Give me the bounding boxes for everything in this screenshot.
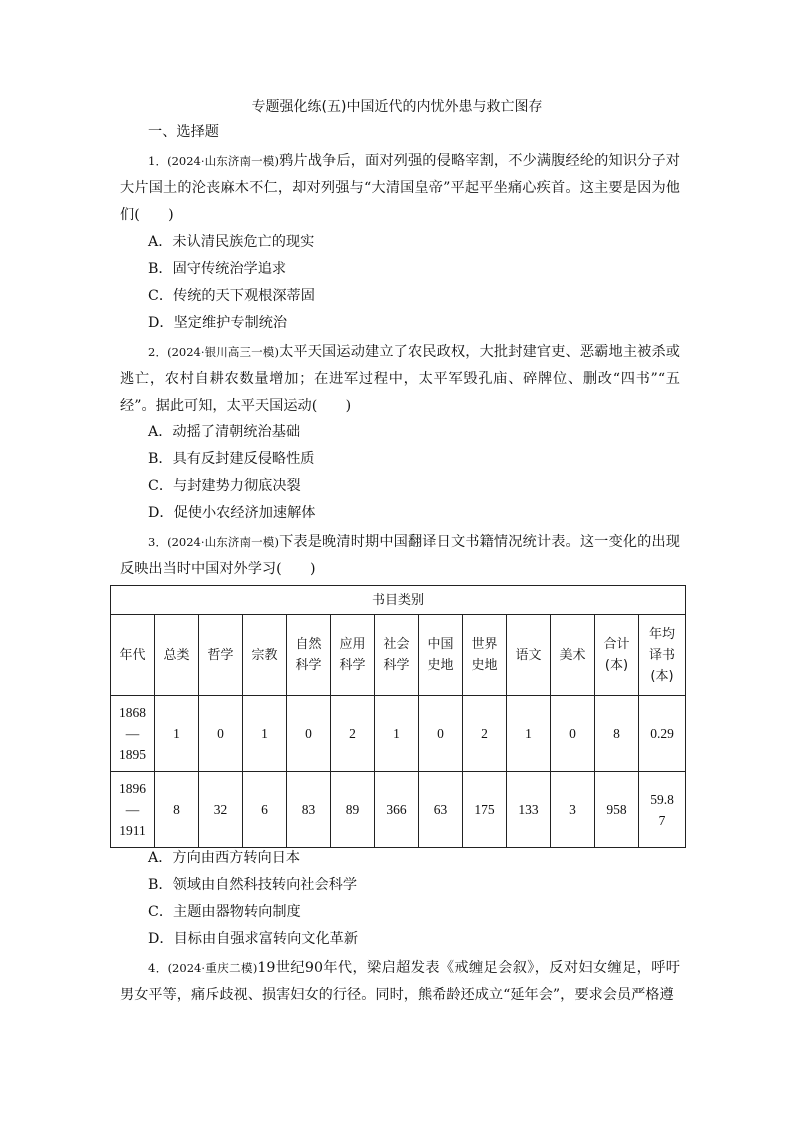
question-2-option-a: A．动摇了清朝统治基础 bbox=[148, 424, 301, 440]
question-2-option-b: B．具有反封建反侵略性质 bbox=[148, 451, 315, 467]
question-3-option-c: C．主题由器物转向制度 bbox=[148, 904, 301, 920]
question-1-option-a: A．未认清民族危亡的现实 bbox=[148, 234, 315, 250]
question-1-stem: 1．(2024·山东济南一模)鸦片战争后，面对列强的侵略宰割，不少满腹经纶的知识分子对大片国土的沦丧麻木不仁，却对列强与“大清国皇帝”平起平坐痛心疾首。这主要是因为他们( ) bbox=[120, 153, 680, 223]
table-cell: 958 bbox=[595, 772, 639, 848]
column-header: 总类 bbox=[155, 615, 199, 696]
question-4-source: 4．(2024·重庆二模) bbox=[148, 961, 258, 975]
translation-stats-table bbox=[110, 585, 686, 848]
table-cell: 366 bbox=[375, 772, 419, 848]
column-header: 年代 bbox=[111, 615, 155, 696]
table-cell: 8 bbox=[155, 772, 199, 848]
table-cell: 0 bbox=[199, 696, 243, 772]
table-cell: 2 bbox=[463, 696, 507, 772]
question-3-option-b: B．领域由自然科技转向社会科学 bbox=[148, 877, 358, 893]
table-cell: 3 bbox=[551, 772, 595, 848]
question-1-option-d: D．坚定维护专制统治 bbox=[148, 315, 288, 331]
table-cell: 1 bbox=[155, 696, 199, 772]
table-category-row bbox=[111, 586, 686, 615]
table-cell: 0 bbox=[287, 696, 331, 772]
question-2-stem: 2．(2024·银川高三一模)太平天国运动建立了农民政权，大批封建官吏、恶霸地主被杀或逃亡，农村自耕农数量增加；在进军过程中，太平军毁孔庙、碎牌位、删改“四书”“五经”。据此可知，太平天国运动( ) bbox=[120, 344, 680, 414]
table-header-row bbox=[111, 615, 686, 696]
question-1-source: 1．(2024·山东济南一模) bbox=[148, 154, 279, 168]
column-header: 社会科学 bbox=[375, 615, 419, 696]
question-3-source: 3．(2024·山东济南一模) bbox=[148, 535, 279, 549]
table-cell: 59.87 bbox=[639, 772, 686, 848]
table-row bbox=[111, 772, 686, 848]
page-title: 专题强化练(五)中国近代的内忧外患与救亡图存 bbox=[251, 99, 543, 115]
table-row bbox=[111, 696, 686, 772]
column-header: 应用科学 bbox=[331, 615, 375, 696]
question-2-option-d: D．促使小农经济加速解体 bbox=[148, 505, 316, 521]
column-header: 美术 bbox=[551, 615, 595, 696]
section-heading: 一、选择题 bbox=[148, 124, 219, 140]
table-cell: 2 bbox=[331, 696, 375, 772]
column-header: 哲学 bbox=[199, 615, 243, 696]
table-cell: 32 bbox=[199, 772, 243, 848]
column-header: 语文 bbox=[507, 615, 551, 696]
column-header: 合计(本) bbox=[595, 615, 639, 696]
question-3-option-a: A．方向由西方转向日本 bbox=[148, 850, 301, 866]
table-cell: 0 bbox=[551, 696, 595, 772]
column-header: 自然科学 bbox=[287, 615, 331, 696]
table-cell: 0 bbox=[419, 696, 463, 772]
column-header: 中国史地 bbox=[419, 615, 463, 696]
table-cell: 1 bbox=[507, 696, 551, 772]
question-2-source: 2．(2024·银川高三一模) bbox=[148, 345, 279, 359]
question-4-stem: 4．(2024·重庆二模)19世纪90年代，梁启超发表《戒缠足会叙》，反对妇女缠足，呼吁男女平等，痛斥歧视、损害妇女的行径。同时，熊希龄还成立“延年会”，要求会员严格遵 bbox=[120, 960, 680, 1003]
table-cell: 63 bbox=[419, 772, 463, 848]
table-cell: 175 bbox=[463, 772, 507, 848]
question-2-option-c: C．与封建势力彻底决裂 bbox=[148, 478, 301, 494]
question-1-option-b: B．固守传统治学追求 bbox=[148, 261, 287, 277]
question-1-option-c: C．传统的天下观根深蒂固 bbox=[148, 288, 315, 304]
table-cell: 133 bbox=[507, 772, 551, 848]
question-3-stem: 3．(2024·山东济南一模)下表是晚清时期中国翻译日文书籍情况统计表。这一变化的出现反映出当时中国对外学习( ) bbox=[120, 534, 680, 577]
table-cell: 83 bbox=[287, 772, 331, 848]
table-cell: 0.29 bbox=[639, 696, 686, 772]
table-cell: 6 bbox=[243, 772, 287, 848]
question-3-option-d: D．目标由自强求富转向文化革新 bbox=[148, 931, 359, 947]
column-header: 世界史地 bbox=[463, 615, 507, 696]
column-header: 宗教 bbox=[243, 615, 287, 696]
period-cell: 1868—1895 bbox=[111, 696, 155, 772]
table-cell: 89 bbox=[331, 772, 375, 848]
period-cell: 1896—1911 bbox=[111, 772, 155, 848]
table-cell: 8 bbox=[595, 696, 639, 772]
column-header: 年均译书(本) bbox=[639, 615, 686, 696]
table-cell: 1 bbox=[243, 696, 287, 772]
table-category-header: 书目类别 bbox=[111, 586, 686, 615]
table-cell: 1 bbox=[375, 696, 419, 772]
